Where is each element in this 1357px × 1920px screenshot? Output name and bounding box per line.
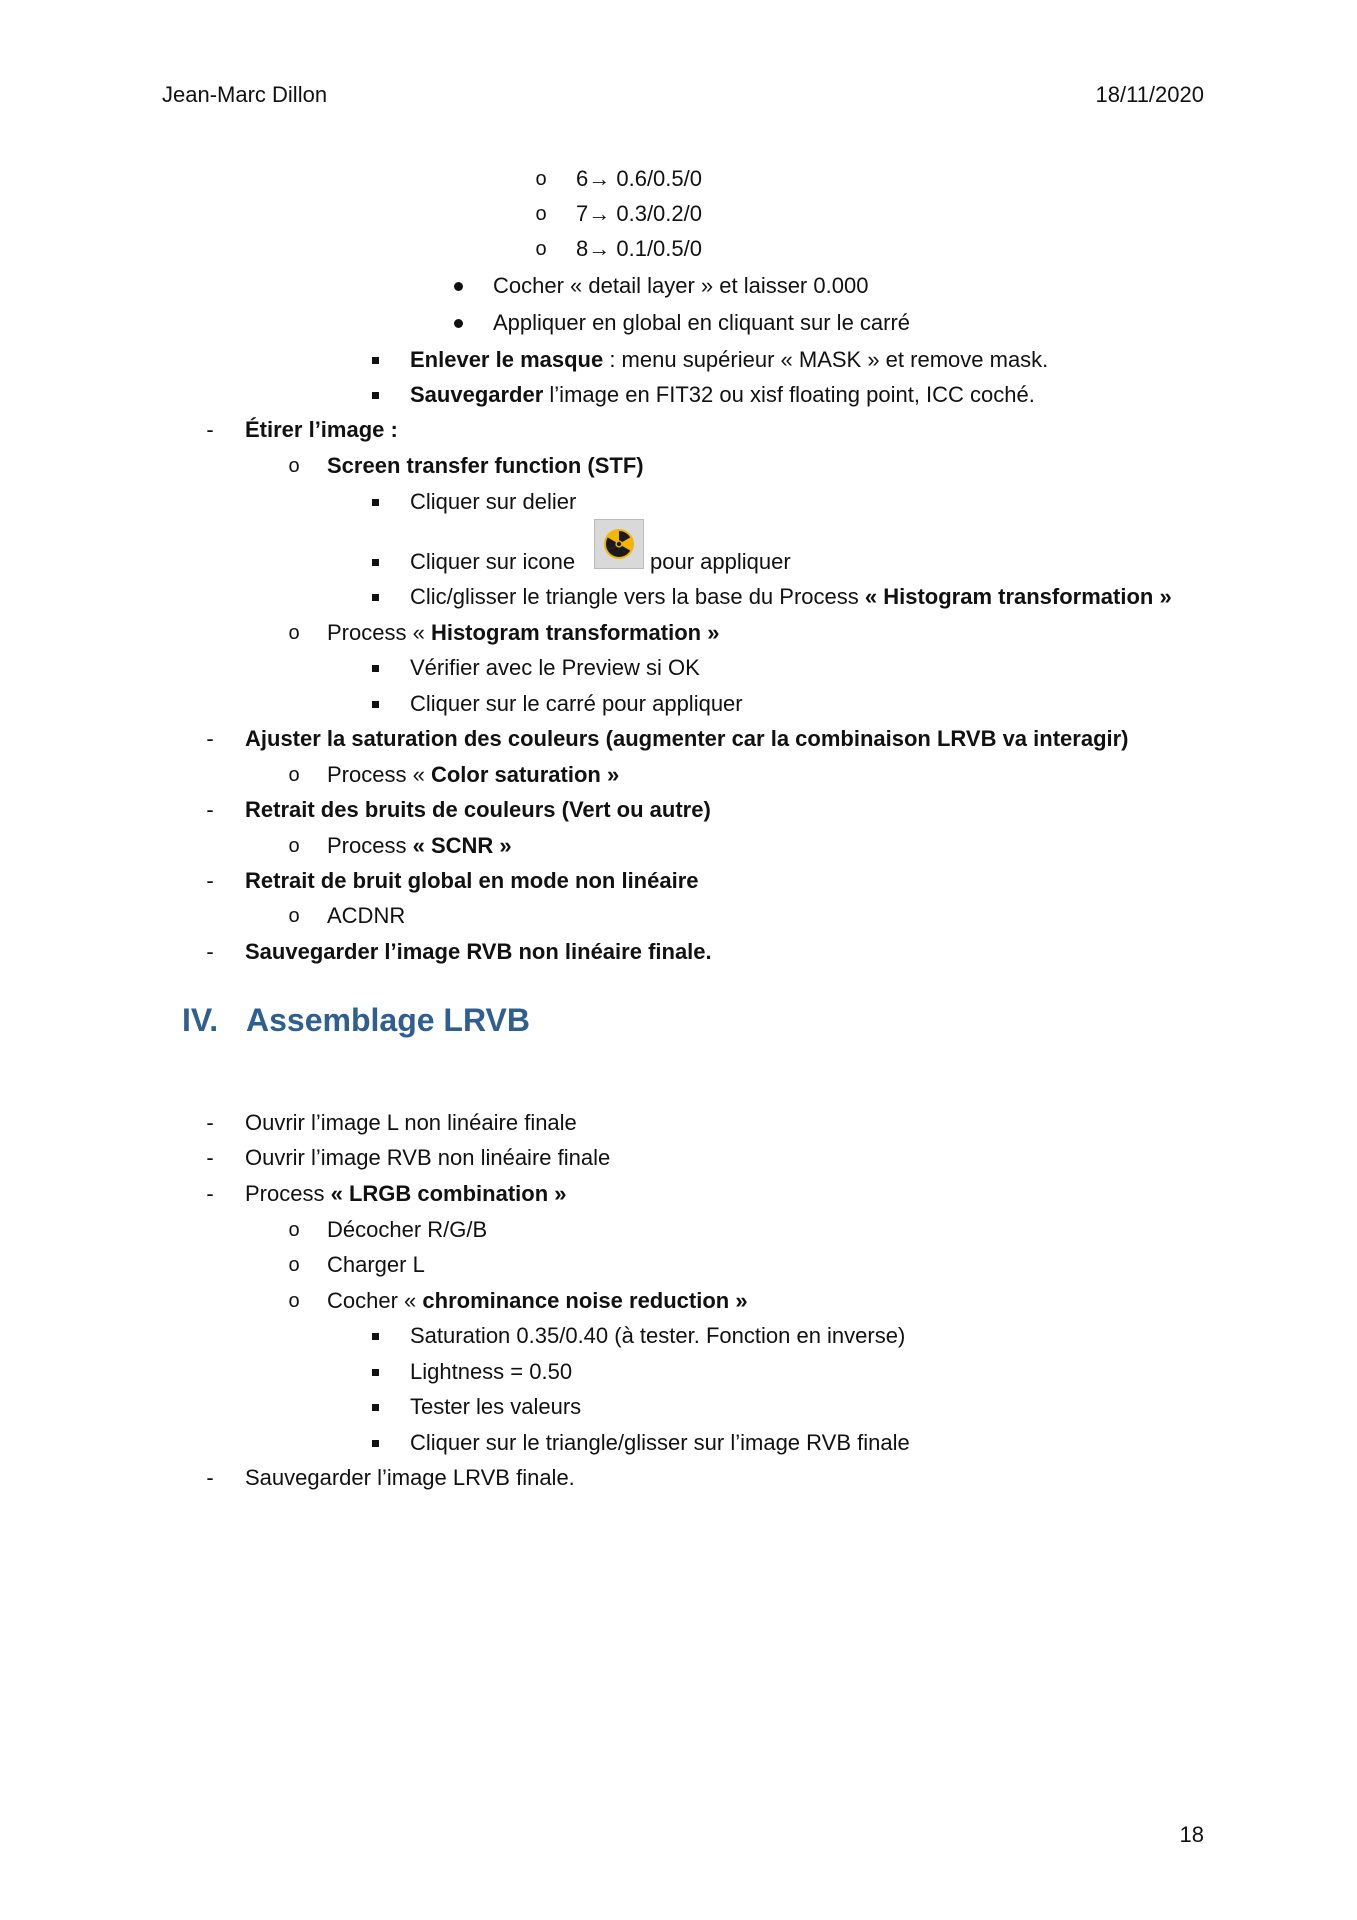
- circle-bullet: o: [288, 1254, 300, 1276]
- dash-bullet: -: [206, 417, 214, 442]
- circle-bullet: o: [535, 238, 547, 260]
- circle-bullet: o: [535, 203, 547, 225]
- circle-bullet: o: [535, 168, 547, 190]
- square-bullet: [372, 1369, 379, 1376]
- dash-bullet: -: [206, 1110, 214, 1135]
- square-bullet: [372, 594, 379, 601]
- arrow-icon: →: [588, 201, 611, 226]
- square-bullet: [372, 357, 379, 364]
- dash-bullet: -: [206, 1145, 214, 1170]
- header-author: Jean-Marc Dillon: [162, 82, 328, 107]
- square-bullet: [372, 499, 379, 506]
- dash-bullet: -: [206, 939, 214, 964]
- square-bullet: [372, 559, 379, 566]
- dash-bullet: -: [206, 797, 214, 822]
- square-bullet: [372, 1440, 379, 1447]
- circle-bullet: o: [288, 455, 300, 477]
- dash-bullet: -: [206, 1181, 214, 1206]
- radiation-icon: [594, 519, 644, 569]
- circle-bullet: o: [288, 905, 300, 927]
- header-date: 18/11/2020: [1095, 82, 1204, 107]
- square-bullet: [372, 392, 379, 399]
- section-title: Assemblage LRVB: [246, 1002, 530, 1038]
- square-bullet: [372, 701, 379, 708]
- dash-bullet: -: [206, 868, 214, 893]
- section-number: IV.: [182, 1002, 219, 1038]
- page-number: 18: [1179, 1822, 1204, 1847]
- arrow-icon: →: [588, 236, 611, 261]
- dot-bullet: [454, 319, 463, 328]
- square-bullet: [372, 1333, 379, 1340]
- dot-bullet: [454, 282, 463, 291]
- circle-bullet: o: [288, 1290, 300, 1312]
- square-bullet: [372, 665, 379, 672]
- circle-bullet: o: [288, 1219, 300, 1241]
- dash-bullet: -: [206, 1465, 214, 1490]
- circle-bullet: o: [288, 764, 300, 786]
- arrow-icon: →: [588, 166, 611, 191]
- circle-bullet: o: [288, 622, 300, 644]
- square-bullet: [372, 1404, 379, 1411]
- circle-bullet: o: [288, 835, 300, 857]
- dash-bullet: -: [206, 726, 214, 751]
